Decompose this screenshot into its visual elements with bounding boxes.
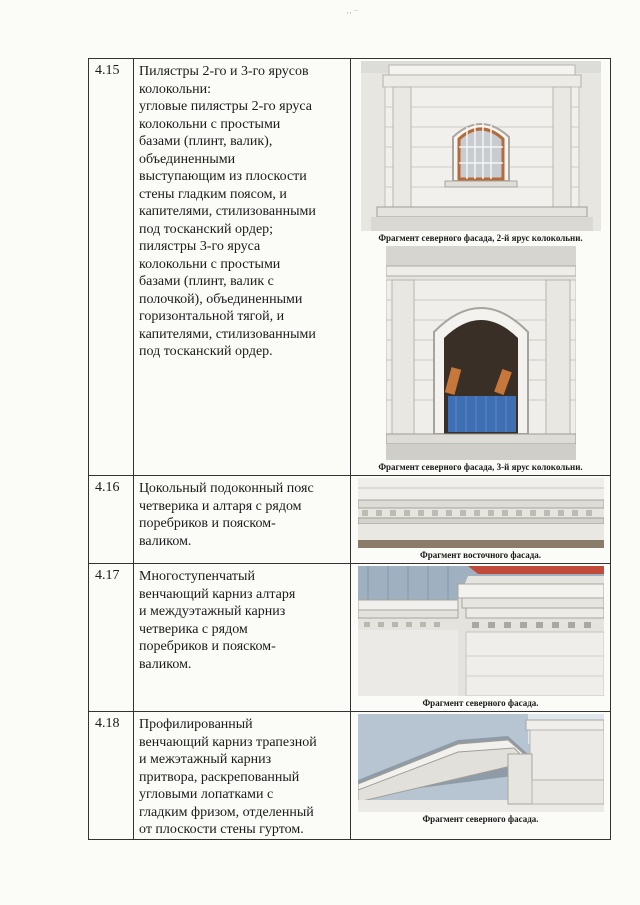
photo-caption: Фрагмент северного фасада, 3-й ярус колокольни.	[378, 462, 583, 472]
description-line: валиком.	[139, 656, 192, 672]
photo-figure	[351, 61, 610, 246]
description-line: Цокольный подоконный пояс	[139, 481, 314, 496]
description-line: и междуэтажный карниз	[139, 604, 286, 619]
description-line: капителями, стилизованными	[139, 326, 316, 342]
photo-figure	[351, 246, 610, 475]
row-description	[134, 476, 351, 564]
photo-plinth-belt	[358, 478, 604, 548]
description-line: от плоскости стены гуртом.	[139, 822, 304, 837]
description-line: колокольни:	[139, 81, 212, 97]
description-line: угловые пилястры 2-го яруса	[139, 99, 312, 114]
description-line: четверика с рядом	[139, 621, 248, 637]
description-line: Многоступенчатый	[139, 569, 255, 584]
description-line: и межэтажный карниз	[139, 752, 272, 767]
row-description	[134, 59, 351, 476]
photo-stepped-cornice	[358, 566, 604, 696]
photo-figure	[351, 566, 610, 711]
description-line: под тосканский ордер;	[139, 221, 274, 237]
row-description	[134, 564, 351, 712]
table-row	[89, 564, 611, 712]
row-photos	[351, 564, 611, 712]
description-line: горизонтальной тягой, и	[139, 309, 285, 324]
photo-bell-tower-tier3	[386, 246, 576, 460]
description-line: валиком.	[139, 533, 192, 549]
description-line: под тосканский ордер.	[139, 344, 273, 359]
row-photos	[351, 59, 611, 476]
description-line: полочкой), объединенными	[139, 291, 303, 307]
description-line: выступающим из плоскости	[139, 169, 307, 184]
description-line: притвора, раскрепованный	[139, 769, 300, 785]
description-line: колокольни с простыми	[139, 116, 281, 132]
row-number: 4.17	[89, 564, 134, 712]
description-line: колокольни с простыми	[139, 256, 281, 272]
photo-caption: Фрагмент северного фасада.	[422, 698, 539, 708]
row-photos	[351, 712, 611, 840]
architecture-elements-table	[88, 58, 611, 840]
description-line: поребриков и пояском-	[139, 516, 276, 531]
photo-bell-tower-tier2	[361, 61, 601, 231]
description-line: пилястры 3-го яруса	[139, 239, 261, 254]
row-photos	[351, 476, 611, 564]
photo-caption: Фрагмент северного фасада.	[422, 814, 539, 824]
photo-refectory-cornice	[358, 714, 604, 812]
description-line: угловыми лопатками с	[139, 787, 274, 802]
description-line: стены гладким поясом, и	[139, 186, 287, 202]
photo-caption: Фрагмент северного фасада, 2-й ярус колокольни.	[378, 233, 583, 243]
table-row	[89, 712, 611, 840]
row-number: 4.16	[89, 476, 134, 564]
photo-figure	[351, 478, 610, 563]
description-line: венчающий карниз алтаря	[139, 586, 296, 602]
row-number: 4.18	[89, 712, 134, 840]
table-row	[89, 476, 611, 564]
description-line: базами (плинт, валик с	[139, 274, 274, 289]
row-number: 4.15	[89, 59, 134, 476]
description-line: капителями, стилизованными	[139, 204, 316, 219]
row-description	[134, 712, 351, 840]
description-line: базами (плинт, валик),	[139, 134, 273, 149]
description-line: венчающий карниз трапезной	[139, 734, 317, 750]
description-line: гладким фризом, отделенный	[139, 804, 314, 820]
description-line: объединенными	[139, 151, 236, 167]
page-mark: ·· ¨	[346, 8, 358, 18]
photo-figure	[351, 714, 610, 827]
description-line: четверика и алтаря с рядом	[139, 498, 302, 514]
description-line: Пилястры 2-го и 3-го ярусов	[139, 64, 309, 79]
photo-caption: Фрагмент восточного фасада.	[419, 550, 542, 560]
description-line: поребриков и пояском-	[139, 639, 276, 654]
table-row	[89, 59, 611, 476]
description-line: Профилированный	[139, 717, 253, 732]
